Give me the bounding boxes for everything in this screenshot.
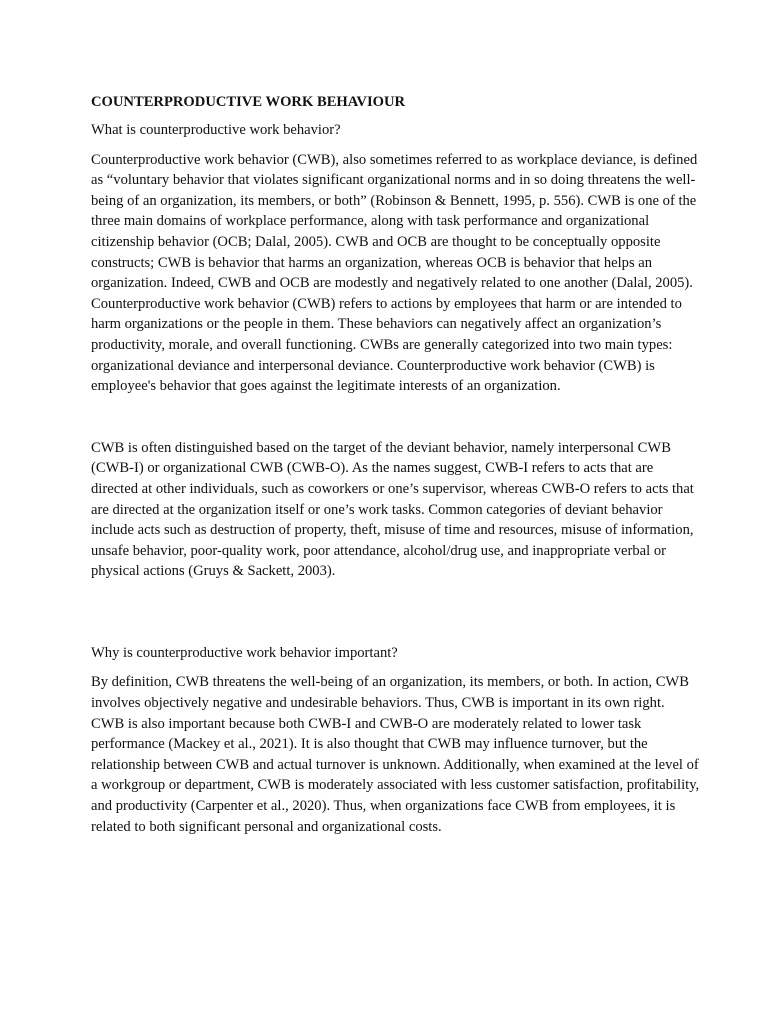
paragraph-targets: CWB is often distinguished based on the target of the deviant behavior, namely interpersonal CWB (CWB-I) or organizational CWB (CWB-O). As the names suggest, CWB-I refers to acts that are directed at other individuals, such as coworkers or one’s supervisor, whereas CWB-O refers to acts that are directed at the organization itself or one’s work tasks. Common categories of deviant behavior include acts such as destruction of property, theft, misuse of time and resources, misuse of information, unsafe behavior, poor-quality work, poor attendance, alcohol/drug use, and inappropriate verbal or physical actions (Gruys & Sackett, 2003). (91, 439, 694, 580)
paragraph-importance: By definition, CWB threatens the well-being of an organization, its members, or both. In action, CWB involves objectively negative and undesirable behaviors. Thus, CWB is important in its own right. CWB is also important because both CWB-I and CWB-O are moderately related to lower task performance (Mackey et al., 2021). It is also thought that CWB may influence turnover, but the relationship between CWB and actual turnover is unknown. Additionally, when examined at the level of a workgroup or department, CWB is moderately associated with less customer satisfaction, profitability, and productivity (Carpenter et al., 2020). Thus, when organizations face CWB from employees, it is related to both significant personal and organizational costs. (91, 674, 700, 835)
document-page (91, 92, 701, 837)
section-heading-what: What is counterproductive work behavior? (91, 122, 341, 138)
section-heading-why: Why is counterproductive work behavior important? (91, 644, 398, 661)
document-title: COUNTERPRODUCTIVE WORK BEHAVIOUR (91, 94, 406, 110)
paragraph-definition: Counterproductive work behavior (CWB), also sometimes referred to as workplace deviance, is defined as “voluntary behavior that violates significant organizational norms and in so doing threatens the well-being of an organization, its members, or both” (Robinson & Bennett, 1995, p. 556). CWB is one of the three main domains of workplace performance, along with task performance and organizational citizenship behavior (OCB; Dalal, 2005). CWB and OCB are thought to be conceptually opposite constructs; CWB is behavior that harms an organization, whereas OCB is behavior that helps an organization. Indeed, CWB and OCB are modestly and negatively related to one another (Dalal, 2005). Counterproductive work behavior (CWB) refers to actions by employees that harm or are intended to harm organizations or the people in them. These behaviors can negatively affect an organization’s productivity, morale, and overall functioning. CWBs are generally categorized into two main types: organizational deviance and interpersonal deviance. Counterproductive work behavior (CWB) is employee's behavior that goes against the legitimate interests of an organization. (91, 151, 698, 395)
